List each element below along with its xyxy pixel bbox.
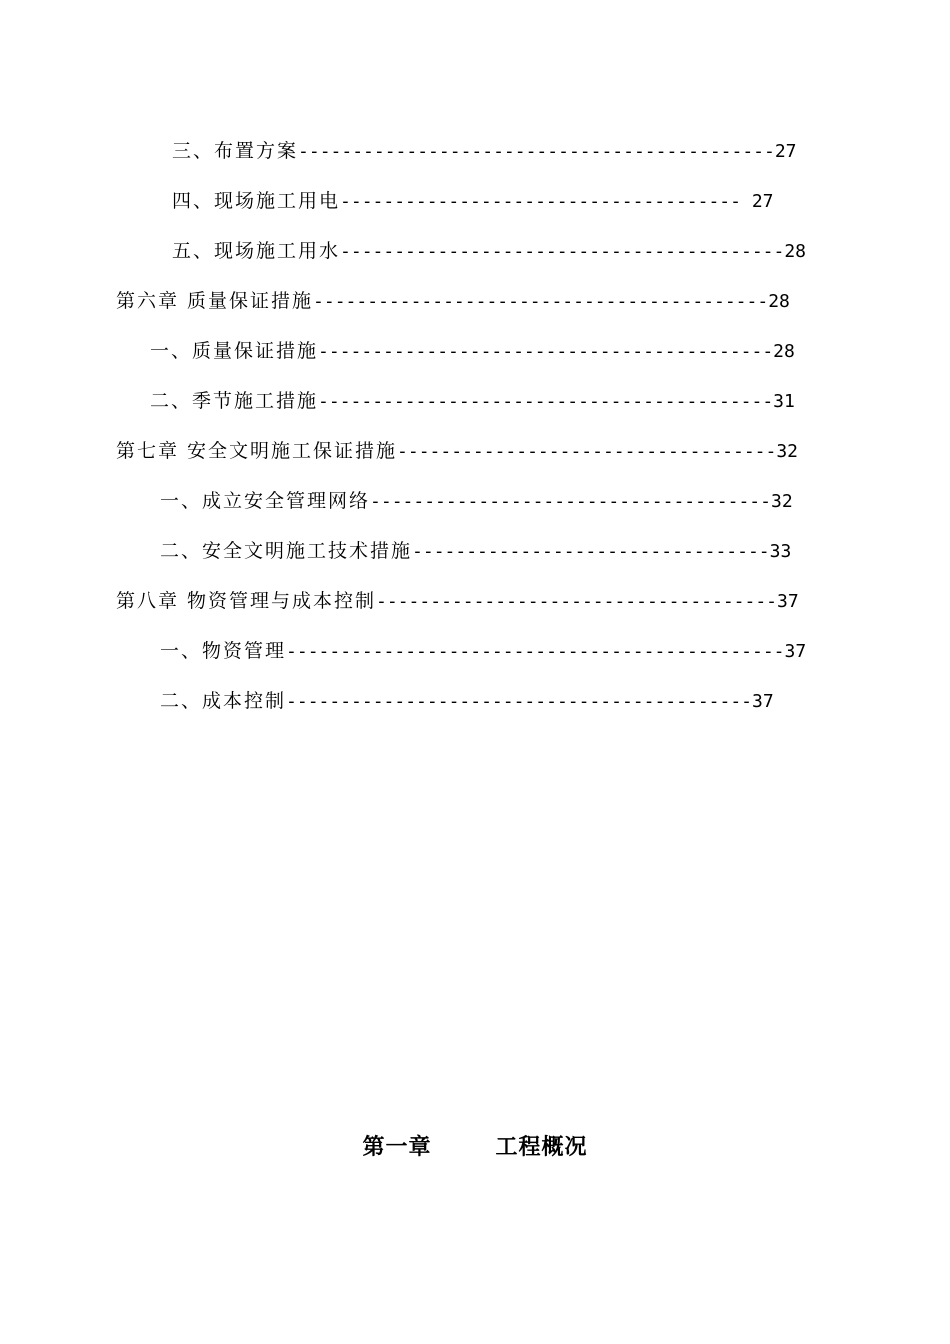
- toc-leader: -------------------------------------: [376, 591, 778, 612]
- toc-entry-chapter-7: [116, 436, 798, 466]
- toc-label: 第七章 安全文明施工保证措施: [116, 440, 398, 462]
- toc-leader: ------------------------------------------: [318, 341, 774, 362]
- toc-entry-layout-plan: [172, 136, 797, 166]
- toc-page-number: 37: [777, 591, 799, 612]
- toc-page-number: 27: [774, 141, 797, 162]
- toc-page-number: 28: [768, 291, 790, 312]
- toc-leader: -------------------------------------: [340, 191, 741, 212]
- chapter-number: 第一章: [362, 1135, 432, 1160]
- toc-leader: --------------------------------------------: [298, 141, 775, 162]
- toc-label: 一、成立安全管理网络: [160, 490, 371, 512]
- toc-page-number: 27: [740, 191, 774, 212]
- toc-entry-safety-tech: [160, 536, 791, 566]
- toc-leader: -----------------------------------------: [340, 241, 785, 262]
- toc-entry-site-water: [172, 236, 806, 266]
- toc-page-number: 32: [776, 441, 799, 462]
- toc-page-number: 33: [769, 541, 792, 562]
- toc-entry-materials: [160, 636, 806, 666]
- toc-label: 四、现场施工用电: [172, 190, 341, 212]
- toc-leader: -----------------------------------: [397, 441, 777, 462]
- toc-label: 二、安全文明施工技术措施: [160, 540, 413, 562]
- toc-page-number: 37: [752, 691, 774, 712]
- toc-leader: ------------------------------------------: [313, 291, 769, 312]
- toc-page-number: 31: [773, 391, 795, 412]
- toc-entry-cost-control: [160, 686, 774, 716]
- toc-entry-quality-measures: [150, 336, 795, 366]
- toc-entry-chapter-8: [116, 586, 799, 616]
- toc-page-number: 28: [784, 241, 807, 262]
- toc-page-number: 32: [770, 491, 793, 512]
- toc-page-number: 37: [784, 641, 807, 662]
- toc-leader: -------------------------------------: [370, 491, 771, 512]
- toc-label: 三、布置方案: [172, 140, 299, 162]
- toc-leader: -------------------------------------------: [286, 691, 753, 712]
- toc-label: 第八章 物资管理与成本控制: [116, 590, 377, 612]
- toc-entry-chapter-6: [116, 286, 790, 316]
- toc-entry-safety-network: [160, 486, 793, 516]
- toc-leader: ------------------------------------------: [318, 391, 774, 412]
- toc-leader: ---------------------------------: [412, 541, 770, 562]
- toc-label: 二、季节施工措施: [150, 390, 319, 412]
- toc-label: 第六章 质量保证措施: [116, 290, 314, 312]
- chapter-heading: [0, 1130, 950, 1161]
- toc-leader: ----------------------------------------------: [286, 641, 785, 662]
- toc-label: 一、质量保证措施: [150, 340, 319, 362]
- toc-label: 二、成本控制: [160, 690, 287, 712]
- chapter-title: 工程概况: [495, 1135, 588, 1160]
- toc-label: 五、现场施工用水: [172, 240, 341, 262]
- toc-label: 一、物资管理: [160, 640, 287, 662]
- toc-page-number: 28: [773, 341, 795, 362]
- toc-entry-seasonal-measures: [150, 386, 795, 416]
- toc-entry-site-power: [172, 186, 774, 216]
